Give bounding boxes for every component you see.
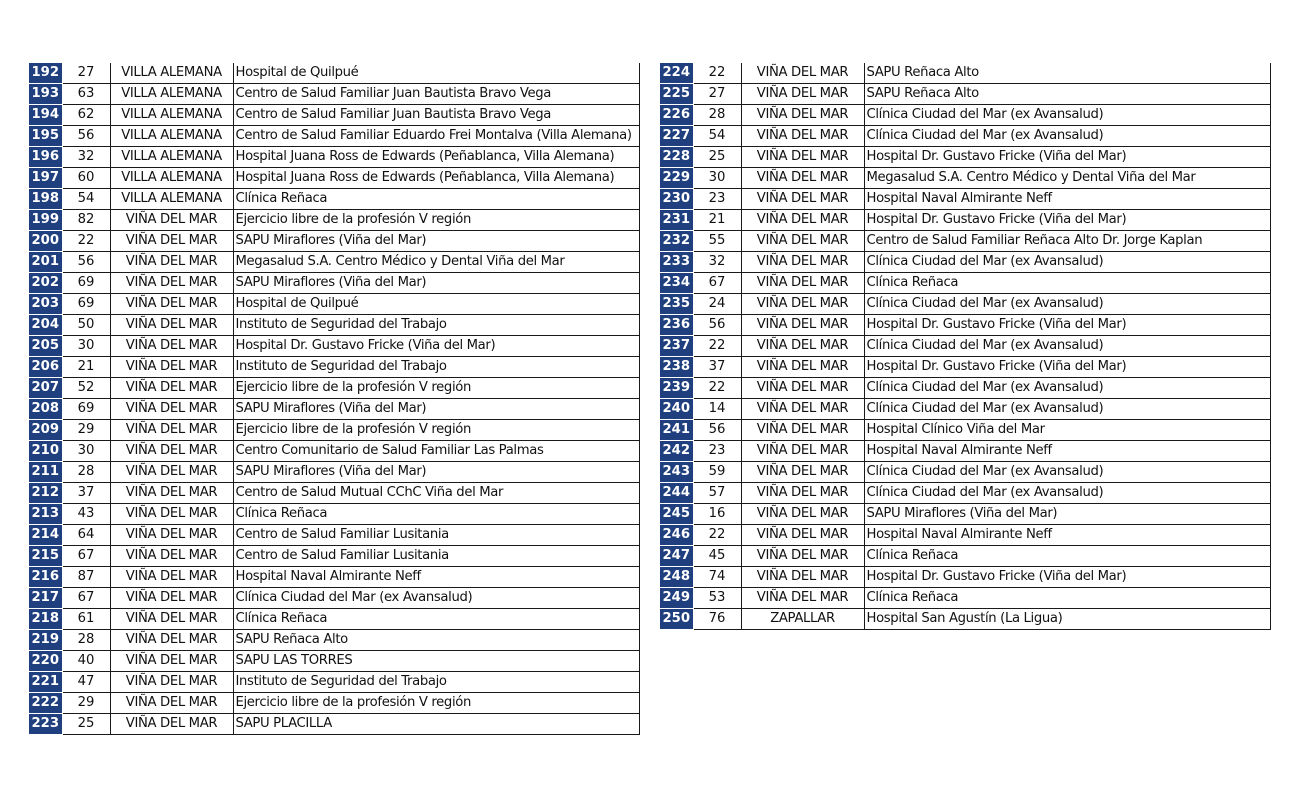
comuna-cell: VIÑA DEL MAR <box>110 399 233 420</box>
row-number-cell: 244 <box>660 483 693 504</box>
comuna-cell: VIÑA DEL MAR <box>741 231 864 252</box>
row-number-cell: 230 <box>660 189 693 210</box>
table-right-body <box>660 63 1270 630</box>
age-cell: 63 <box>62 84 110 105</box>
comuna-cell: VIÑA DEL MAR <box>741 483 864 504</box>
comuna-cell: VIÑA DEL MAR <box>741 546 864 567</box>
comuna-cell: VIÑA DEL MAR <box>741 588 864 609</box>
row-number-cell: 228 <box>660 147 693 168</box>
institution-cell: Hospital Juana Ross de Edwards (Peñablanca, Villa Alemana) <box>233 168 639 189</box>
row-number-cell: 234 <box>660 273 693 294</box>
row-number-cell: 245 <box>660 504 693 525</box>
comuna-cell: VIÑA DEL MAR <box>110 315 233 336</box>
comuna-cell: VIÑA DEL MAR <box>110 504 233 525</box>
row-number-cell: 198 <box>29 189 62 210</box>
institution-cell: Clínica Reñaca <box>233 609 639 630</box>
institution-cell: Hospital Naval Almirante Neff <box>864 441 1270 462</box>
comuna-cell: VILLA ALEMANA <box>110 126 233 147</box>
age-cell: 21 <box>693 210 741 231</box>
table-row <box>29 420 639 441</box>
institution-cell: Hospital Dr. Gustavo Fricke (Viña del Mar) <box>233 336 639 357</box>
row-number-cell: 231 <box>660 210 693 231</box>
comuna-cell: VIÑA DEL MAR <box>741 441 864 462</box>
age-cell: 47 <box>62 672 110 693</box>
institution-cell: Centro de Salud Familiar Juan Bautista Bravo Vega <box>233 105 639 126</box>
row-number-cell: 204 <box>29 315 62 336</box>
institution-cell: Centro Comunitario de Salud Familiar Las Palmas <box>233 441 639 462</box>
table-row <box>29 147 639 168</box>
age-cell: 54 <box>62 189 110 210</box>
institution-cell: Clínica Ciudad del Mar (ex Avansalud) <box>864 294 1270 315</box>
institution-cell: Centro de Salud Familiar Juan Bautista Bravo Vega <box>233 84 639 105</box>
row-number-cell: 208 <box>29 399 62 420</box>
table-row <box>29 189 639 210</box>
row-number-cell: 248 <box>660 567 693 588</box>
comuna-cell: VILLA ALEMANA <box>110 84 233 105</box>
age-cell: 56 <box>62 126 110 147</box>
age-cell: 59 <box>693 462 741 483</box>
table-row <box>29 546 639 567</box>
age-cell: 69 <box>62 273 110 294</box>
institution-cell: Centro de Salud Familiar Reñaca Alto Dr. Jorge Kaplan <box>864 231 1270 252</box>
row-number-cell: 192 <box>29 63 62 84</box>
table-row <box>660 84 1270 105</box>
row-number-cell: 218 <box>29 609 62 630</box>
comuna-cell: VIÑA DEL MAR <box>110 294 233 315</box>
row-number-cell: 214 <box>29 525 62 546</box>
age-cell: 16 <box>693 504 741 525</box>
age-cell: 57 <box>693 483 741 504</box>
institution-cell: Clínica Reñaca <box>864 546 1270 567</box>
comuna-cell: VILLA ALEMANA <box>110 63 233 84</box>
age-cell: 67 <box>693 273 741 294</box>
age-cell: 30 <box>693 168 741 189</box>
comuna-cell: VIÑA DEL MAR <box>741 252 864 273</box>
institution-cell: Hospital Naval Almirante Neff <box>864 189 1270 210</box>
table-row <box>660 189 1270 210</box>
row-number-cell: 207 <box>29 378 62 399</box>
comuna-cell: VILLA ALEMANA <box>110 168 233 189</box>
age-cell: 69 <box>62 294 110 315</box>
table-row <box>660 483 1270 504</box>
comuna-cell: VIÑA DEL MAR <box>110 357 233 378</box>
row-number-cell: 229 <box>660 168 693 189</box>
age-cell: 56 <box>62 252 110 273</box>
age-cell: 32 <box>693 252 741 273</box>
age-cell: 22 <box>62 231 110 252</box>
table-row <box>660 231 1270 252</box>
row-number-cell: 247 <box>660 546 693 567</box>
row-number-cell: 194 <box>29 105 62 126</box>
institution-cell: Centro de Salud Familiar Lusitania <box>233 525 639 546</box>
table-row <box>29 714 639 735</box>
row-number-cell: 212 <box>29 483 62 504</box>
table-row <box>660 273 1270 294</box>
row-number-cell: 215 <box>29 546 62 567</box>
comuna-cell: VIÑA DEL MAR <box>741 126 864 147</box>
age-cell: 82 <box>62 210 110 231</box>
row-number-cell: 193 <box>29 84 62 105</box>
age-cell: 28 <box>693 105 741 126</box>
comuna-cell: VIÑA DEL MAR <box>110 231 233 252</box>
age-cell: 32 <box>62 147 110 168</box>
age-cell: 37 <box>62 483 110 504</box>
table-row <box>29 441 639 462</box>
table-row <box>29 357 639 378</box>
institution-cell: Clínica Ciudad del Mar (ex Avansalud) <box>233 588 639 609</box>
table-row <box>660 546 1270 567</box>
age-cell: 56 <box>693 420 741 441</box>
institution-cell: Centro de Salud Familiar Lusitania <box>233 546 639 567</box>
institution-cell: Clínica Ciudad del Mar (ex Avansalud) <box>864 378 1270 399</box>
comuna-cell: VIÑA DEL MAR <box>110 462 233 483</box>
table-row <box>29 231 639 252</box>
row-number-cell: 225 <box>660 84 693 105</box>
row-number-cell: 209 <box>29 420 62 441</box>
institution-cell: SAPU LAS TORRES <box>233 651 639 672</box>
institution-cell: Ejercicio libre de la profesión V región <box>233 378 639 399</box>
institution-cell: Centro de Salud Mutual CChC Viña del Mar <box>233 483 639 504</box>
age-cell: 27 <box>693 84 741 105</box>
row-number-cell: 196 <box>29 147 62 168</box>
institution-cell: Hospital de Quilpué <box>233 294 639 315</box>
institution-cell: SAPU Miraflores (Viña del Mar) <box>233 231 639 252</box>
table-row <box>660 567 1270 588</box>
table-row <box>660 378 1270 399</box>
comuna-cell: VIÑA DEL MAR <box>741 504 864 525</box>
row-number-cell: 249 <box>660 588 693 609</box>
age-cell: 87 <box>62 567 110 588</box>
comuna-cell: VILLA ALEMANA <box>110 105 233 126</box>
comuna-cell: VIÑA DEL MAR <box>110 441 233 462</box>
table-row <box>660 525 1270 546</box>
comuna-cell: VIÑA DEL MAR <box>110 273 233 294</box>
institution-cell: Clínica Ciudad del Mar (ex Avansalud) <box>864 336 1270 357</box>
table-row <box>29 567 639 588</box>
comuna-cell: ZAPALLAR <box>741 609 864 630</box>
table-row <box>660 441 1270 462</box>
institution-cell: Clínica Ciudad del Mar (ex Avansalud) <box>864 483 1270 504</box>
row-number-cell: 201 <box>29 252 62 273</box>
comuna-cell: VIÑA DEL MAR <box>741 84 864 105</box>
institution-cell: Hospital Dr. Gustavo Fricke (Viña del Mar) <box>864 210 1270 231</box>
table-row <box>29 336 639 357</box>
table-row <box>29 630 639 651</box>
comuna-cell: VIÑA DEL MAR <box>741 462 864 483</box>
comuna-cell: VIÑA DEL MAR <box>741 147 864 168</box>
age-cell: 23 <box>693 189 741 210</box>
row-number-cell: 203 <box>29 294 62 315</box>
institution-cell: Hospital Juana Ross de Edwards (Peñablanca, Villa Alemana) <box>233 147 639 168</box>
row-number-cell: 232 <box>660 231 693 252</box>
table-row <box>660 210 1270 231</box>
institution-cell: Hospital Dr. Gustavo Fricke (Viña del Mar) <box>864 315 1270 336</box>
age-cell: 50 <box>62 315 110 336</box>
institution-cell: Megasalud S.A. Centro Médico y Dental Viña del Mar <box>233 252 639 273</box>
comuna-cell: VIÑA DEL MAR <box>741 210 864 231</box>
institution-cell: Clínica Ciudad del Mar (ex Avansalud) <box>864 399 1270 420</box>
table-row <box>660 63 1270 84</box>
table-row <box>29 273 639 294</box>
institution-cell: SAPU Reñaca Alto <box>864 84 1270 105</box>
row-number-cell: 243 <box>660 462 693 483</box>
age-cell: 76 <box>693 609 741 630</box>
age-cell: 14 <box>693 399 741 420</box>
comuna-cell: VIÑA DEL MAR <box>741 315 864 336</box>
table-row <box>660 126 1270 147</box>
row-number-cell: 226 <box>660 105 693 126</box>
age-cell: 43 <box>62 504 110 525</box>
age-cell: 45 <box>693 546 741 567</box>
age-cell: 40 <box>62 651 110 672</box>
age-cell: 22 <box>693 63 741 84</box>
row-number-cell: 210 <box>29 441 62 462</box>
row-number-cell: 222 <box>29 693 62 714</box>
institution-cell: SAPU Miraflores (Viña del Mar) <box>233 273 639 294</box>
table-row <box>660 252 1270 273</box>
institution-cell: Hospital Naval Almirante Neff <box>864 525 1270 546</box>
age-cell: 61 <box>62 609 110 630</box>
comuna-cell: VIÑA DEL MAR <box>110 546 233 567</box>
row-number-cell: 224 <box>660 63 693 84</box>
table-row <box>29 378 639 399</box>
age-cell: 29 <box>62 693 110 714</box>
table-row <box>29 252 639 273</box>
table-row <box>29 609 639 630</box>
row-number-cell: 242 <box>660 441 693 462</box>
institution-cell: Clínica Ciudad del Mar (ex Avansalud) <box>864 462 1270 483</box>
row-number-cell: 213 <box>29 504 62 525</box>
institution-cell: Hospital de Quilpué <box>233 63 639 84</box>
row-number-cell: 239 <box>660 378 693 399</box>
table-row <box>29 504 639 525</box>
institution-cell: Clínica Reñaca <box>864 273 1270 294</box>
table-row <box>29 210 639 231</box>
comuna-cell: VIÑA DEL MAR <box>741 357 864 378</box>
row-number-cell: 197 <box>29 168 62 189</box>
row-number-cell: 250 <box>660 609 693 630</box>
comuna-cell: VIÑA DEL MAR <box>110 609 233 630</box>
age-cell: 22 <box>693 378 741 399</box>
age-cell: 67 <box>62 588 110 609</box>
table-row <box>660 336 1270 357</box>
age-cell: 28 <box>62 630 110 651</box>
row-number-cell: 199 <box>29 210 62 231</box>
row-number-cell: 236 <box>660 315 693 336</box>
table-row <box>29 294 639 315</box>
institution-cell: Centro de Salud Familiar Eduardo Frei Montalva (Villa Alemana) <box>233 126 639 147</box>
table-row <box>29 84 639 105</box>
table-row <box>29 63 639 84</box>
comuna-cell: VIÑA DEL MAR <box>110 252 233 273</box>
table-row <box>29 651 639 672</box>
age-cell: 67 <box>62 546 110 567</box>
age-cell: 62 <box>62 105 110 126</box>
age-cell: 25 <box>62 714 110 735</box>
age-cell: 74 <box>693 567 741 588</box>
comuna-cell: VIÑA DEL MAR <box>110 588 233 609</box>
table-row <box>660 168 1270 189</box>
age-cell: 53 <box>693 588 741 609</box>
age-cell: 24 <box>693 294 741 315</box>
age-cell: 56 <box>693 315 741 336</box>
table-row <box>29 315 639 336</box>
table-row <box>29 105 639 126</box>
table-left-body <box>29 63 639 735</box>
institution-cell: Hospital Naval Almirante Neff <box>233 567 639 588</box>
row-number-cell: 237 <box>660 336 693 357</box>
age-cell: 52 <box>62 378 110 399</box>
table-row <box>29 588 639 609</box>
comuna-cell: VIÑA DEL MAR <box>110 525 233 546</box>
institution-cell: Instituto de Seguridad del Trabajo <box>233 357 639 378</box>
institution-cell: SAPU Miraflores (Viña del Mar) <box>233 399 639 420</box>
age-cell: 28 <box>62 462 110 483</box>
comuna-cell: VIÑA DEL MAR <box>110 420 233 441</box>
comuna-cell: VIÑA DEL MAR <box>741 63 864 84</box>
age-cell: 69 <box>62 399 110 420</box>
row-number-cell: 246 <box>660 525 693 546</box>
institution-cell: Hospital Dr. Gustavo Fricke (Viña del Mar) <box>864 147 1270 168</box>
comuna-cell: VIÑA DEL MAR <box>110 651 233 672</box>
age-cell: 25 <box>693 147 741 168</box>
table-row <box>29 462 639 483</box>
institution-cell: Instituto de Seguridad del Trabajo <box>233 672 639 693</box>
institution-cell: Hospital San Agustín (La Ligua) <box>864 609 1270 630</box>
institution-cell: Hospital Dr. Gustavo Fricke (Viña del Mar) <box>864 567 1270 588</box>
table-row <box>29 693 639 714</box>
age-cell: 30 <box>62 441 110 462</box>
institution-cell: SAPU Reñaca Alto <box>864 63 1270 84</box>
row-number-cell: 220 <box>29 651 62 672</box>
age-cell: 23 <box>693 441 741 462</box>
institution-cell: SAPU Miraflores (Viña del Mar) <box>233 462 639 483</box>
table-row <box>660 588 1270 609</box>
institution-cell: SAPU Reñaca Alto <box>233 630 639 651</box>
comuna-cell: VILLA ALEMANA <box>110 189 233 210</box>
institution-cell: Clínica Ciudad del Mar (ex Avansalud) <box>864 105 1270 126</box>
table-row <box>660 315 1270 336</box>
table-row <box>660 147 1270 168</box>
comuna-cell: VIÑA DEL MAR <box>110 336 233 357</box>
table-row <box>660 399 1270 420</box>
row-number-cell: 195 <box>29 126 62 147</box>
comuna-cell: VIÑA DEL MAR <box>741 168 864 189</box>
row-number-cell: 200 <box>29 231 62 252</box>
comuna-cell: VIÑA DEL MAR <box>741 420 864 441</box>
age-cell: 22 <box>693 336 741 357</box>
institution-cell: Clínica Reñaca <box>233 504 639 525</box>
row-number-cell: 227 <box>660 126 693 147</box>
institution-cell: Clínica Reñaca <box>864 588 1270 609</box>
institution-cell: Ejercicio libre de la profesión V región <box>233 210 639 231</box>
institution-cell: Clínica Ciudad del Mar (ex Avansalud) <box>864 126 1270 147</box>
comuna-cell: VIÑA DEL MAR <box>110 693 233 714</box>
institution-cell: Clínica Reñaca <box>233 189 639 210</box>
institution-cell: Instituto de Seguridad del Trabajo <box>233 315 639 336</box>
comuna-cell: VIÑA DEL MAR <box>741 294 864 315</box>
row-number-cell: 206 <box>29 357 62 378</box>
comuna-cell: VILLA ALEMANA <box>110 147 233 168</box>
table-row <box>29 126 639 147</box>
row-number-cell: 219 <box>29 630 62 651</box>
comuna-cell: VIÑA DEL MAR <box>110 567 233 588</box>
table-left <box>29 63 640 735</box>
institution-cell: Clínica Ciudad del Mar (ex Avansalud) <box>864 252 1270 273</box>
row-number-cell: 241 <box>660 420 693 441</box>
comuna-cell: VIÑA DEL MAR <box>741 273 864 294</box>
age-cell: 54 <box>693 126 741 147</box>
institution-cell: Hospital Dr. Gustavo Fricke (Viña del Mar) <box>864 357 1270 378</box>
comuna-cell: VIÑA DEL MAR <box>741 378 864 399</box>
row-number-cell: 233 <box>660 252 693 273</box>
comuna-cell: VIÑA DEL MAR <box>110 378 233 399</box>
row-number-cell: 235 <box>660 294 693 315</box>
comuna-cell: VIÑA DEL MAR <box>741 567 864 588</box>
table-row <box>660 420 1270 441</box>
table-row <box>29 525 639 546</box>
row-number-cell: 221 <box>29 672 62 693</box>
row-number-cell: 205 <box>29 336 62 357</box>
comuna-cell: VIÑA DEL MAR <box>741 525 864 546</box>
age-cell: 55 <box>693 231 741 252</box>
table-row <box>660 357 1270 378</box>
row-number-cell: 211 <box>29 462 62 483</box>
comuna-cell: VIÑA DEL MAR <box>110 210 233 231</box>
age-cell: 64 <box>62 525 110 546</box>
age-cell: 22 <box>693 525 741 546</box>
table-row <box>660 609 1270 630</box>
table-row <box>29 399 639 420</box>
institution-cell: SAPU PLACILLA <box>233 714 639 735</box>
comuna-cell: VIÑA DEL MAR <box>741 336 864 357</box>
institution-cell: Ejercicio libre de la profesión V región <box>233 420 639 441</box>
table-row <box>660 105 1270 126</box>
table-row <box>660 294 1270 315</box>
age-cell: 30 <box>62 336 110 357</box>
table-row <box>660 462 1270 483</box>
comuna-cell: VIÑA DEL MAR <box>110 672 233 693</box>
age-cell: 29 <box>62 420 110 441</box>
comuna-cell: VIÑA DEL MAR <box>110 714 233 735</box>
table-row <box>660 504 1270 525</box>
comuna-cell: VIÑA DEL MAR <box>741 105 864 126</box>
institution-cell: SAPU Miraflores (Viña del Mar) <box>864 504 1270 525</box>
comuna-cell: VIÑA DEL MAR <box>110 483 233 504</box>
age-cell: 60 <box>62 168 110 189</box>
age-cell: 27 <box>62 63 110 84</box>
comuna-cell: VIÑA DEL MAR <box>110 630 233 651</box>
row-number-cell: 202 <box>29 273 62 294</box>
row-number-cell: 216 <box>29 567 62 588</box>
comuna-cell: VIÑA DEL MAR <box>741 189 864 210</box>
institution-cell: Megasalud S.A. Centro Médico y Dental Viña del Mar <box>864 168 1270 189</box>
row-number-cell: 217 <box>29 588 62 609</box>
row-number-cell: 238 <box>660 357 693 378</box>
institution-cell: Hospital Clínico Viña del Mar <box>864 420 1270 441</box>
table-row <box>29 672 639 693</box>
comuna-cell: VIÑA DEL MAR <box>741 399 864 420</box>
age-cell: 21 <box>62 357 110 378</box>
table-right <box>660 63 1271 630</box>
row-number-cell: 240 <box>660 399 693 420</box>
age-cell: 37 <box>693 357 741 378</box>
row-number-cell: 223 <box>29 714 62 735</box>
institution-cell: Ejercicio libre de la profesión V región <box>233 693 639 714</box>
table-row <box>29 483 639 504</box>
table-row <box>29 168 639 189</box>
